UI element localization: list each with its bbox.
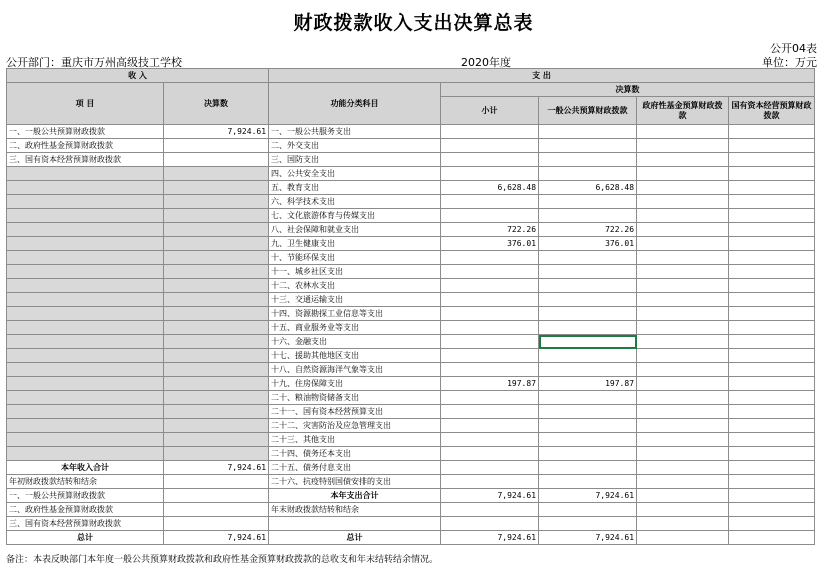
table-row [7,251,815,265]
income-value-cell[interactable] [164,279,269,293]
function-item-cell[interactable]: 十五、商业服务业等支出 [269,321,441,335]
income-item-cell[interactable] [7,167,164,181]
gov-fund-cell[interactable] [637,335,729,349]
general-budget-cell[interactable] [539,321,637,335]
income-value-cell[interactable] [164,489,269,503]
function-item-cell[interactable] [269,517,441,531]
table-row [7,349,815,363]
income-value-cell[interactable] [164,363,269,377]
income-item-cell[interactable]: 三、国有资本经营预算财政拨款 [7,517,164,531]
state-capital-cell[interactable] [729,419,815,433]
subtotal-cell[interactable] [441,517,539,531]
general-budget-cell[interactable] [539,405,637,419]
subtotal-cell[interactable] [441,475,539,489]
income-value-cell[interactable] [164,265,269,279]
function-item-cell[interactable]: 十二、农林水支出 [269,279,441,293]
state-capital-cell[interactable] [729,265,815,279]
income-value-cell[interactable] [164,321,269,335]
income-item-cell[interactable]: 二、政府性基金预算财政拨款 [7,503,164,517]
gov-fund-cell[interactable] [637,139,729,153]
table-row [7,265,815,279]
income-value-cell[interactable] [164,293,269,307]
gov-fund-cell[interactable] [637,223,729,237]
general-budget-cell[interactable] [539,363,637,377]
subtotal-cell[interactable] [441,279,539,293]
subtotal-cell[interactable] [441,335,539,349]
general-budget-cell[interactable]: 376.01 [539,237,637,251]
state-capital-cell[interactable] [729,349,815,363]
income-item-cell[interactable]: 二、政府性基金预算财政拨款 [7,139,164,153]
income-item-cell[interactable] [7,237,164,251]
income-value-cell[interactable] [164,153,269,167]
state-capital-cell[interactable] [729,391,815,405]
state-capital-cell[interactable] [729,475,815,489]
footnote: 备注：本表反映部门本年度一般公共预算财政拨款和政府性基金预算财政拨款的总收支和年末结转结余情况。 [6,555,439,565]
general-budget-cell[interactable]: 7,924.61 [539,531,637,545]
income-value-cell[interactable] [164,433,269,447]
table-row [7,293,815,307]
general-budget-cell[interactable] [539,447,637,461]
gov-fund-cell[interactable] [637,321,729,335]
state-capital-cell[interactable] [729,181,815,195]
subtotal-cell[interactable] [441,195,539,209]
state-capital-cell[interactable] [729,517,815,531]
table-row [7,475,815,489]
income-item-cell[interactable] [7,419,164,433]
income-item-cell[interactable] [7,209,164,223]
subtotal-cell[interactable]: 7,924.61 [441,531,539,545]
subtotal-cell[interactable]: 7,924.61 [441,489,539,503]
gov-fund-cell[interactable] [637,531,729,545]
income-item-cell[interactable] [7,181,164,195]
table-row [7,517,815,531]
subtotal-cell[interactable] [441,153,539,167]
income-value-cell[interactable] [164,419,269,433]
income-value-cell[interactable] [164,223,269,237]
state-capital-cell[interactable] [729,125,815,139]
header-state-capital: 国有资本经营预算财政拨款 [729,97,815,125]
table-row [7,531,815,545]
table-row [7,433,815,447]
function-item-cell[interactable]: 二十二、灾害防治及应急管理支出 [269,419,441,433]
state-capital-cell[interactable] [729,433,815,447]
general-budget-cell[interactable] [539,391,637,405]
subtotal-cell[interactable] [441,363,539,377]
general-budget-cell[interactable] [539,433,637,447]
function-item-cell[interactable]: 年末财政拨款结转和结余 [269,503,441,517]
income-item-cell[interactable]: 一、一般公共预算财政拨款 [7,125,164,139]
income-item-cell[interactable] [7,363,164,377]
general-budget-cell[interactable] [539,195,637,209]
header-income: 收 入 [7,69,269,83]
income-item-cell[interactable] [7,307,164,321]
header-final: 决算数 [164,83,269,125]
income-item-cell[interactable]: 三、国有资本经营预算财政拨款 [7,153,164,167]
state-capital-cell[interactable] [729,167,815,181]
subtotal-cell[interactable] [441,265,539,279]
income-value-cell[interactable] [164,349,269,363]
gov-fund-cell[interactable] [637,125,729,139]
state-capital-cell[interactable] [729,363,815,377]
table-row [7,153,815,167]
table-row [7,377,815,391]
state-capital-cell[interactable] [729,153,815,167]
table-row [7,321,815,335]
state-capital-cell[interactable] [729,223,815,237]
table-row [7,447,815,461]
function-item-cell[interactable]: 一、一般公共服务支出 [269,125,441,139]
function-item-cell[interactable]: 五、教育支出 [269,181,441,195]
table-row [7,489,815,503]
table-row [7,181,815,195]
income-value-cell[interactable] [164,237,269,251]
table-row [7,139,815,153]
income-item-cell[interactable] [7,251,164,265]
income-value-cell[interactable]: 7,924.61 [164,461,269,475]
header-final2: 决算数 [441,83,815,97]
gov-fund-cell[interactable] [637,265,729,279]
income-item-cell[interactable]: 总计 [7,531,164,545]
general-budget-cell[interactable]: 7,924.61 [539,489,637,503]
unit-label: 单位：万元 [762,56,817,69]
general-budget-cell[interactable] [539,167,637,181]
function-item-cell[interactable]: 十三、交通运输支出 [269,293,441,307]
general-budget-cell[interactable] [539,209,637,223]
table-row [7,223,815,237]
subtotal-cell[interactable]: 376.01 [441,237,539,251]
function-item-cell[interactable]: 二十一、国有资本经营预算支出 [269,405,441,419]
general-budget-cell[interactable]: 6,628.48 [539,181,637,195]
finance-table [6,68,815,545]
income-item-cell[interactable] [7,293,164,307]
income-item-cell[interactable] [7,195,164,209]
state-capital-cell[interactable] [729,335,815,349]
subtotal-cell[interactable]: 197.87 [441,377,539,391]
gov-fund-cell[interactable] [637,433,729,447]
subtotal-cell[interactable] [441,391,539,405]
function-item-cell[interactable]: 本年支出合计 [269,489,441,503]
function-item-cell[interactable]: 二十五、债务付息支出 [269,461,441,475]
income-item-cell[interactable]: 年初财政拨款结转和结余 [7,475,164,489]
state-capital-cell[interactable] [729,251,815,265]
table-row [7,419,815,433]
function-item-cell[interactable]: 二、外交支出 [269,139,441,153]
state-capital-cell[interactable] [729,209,815,223]
general-budget-cell[interactable] [539,349,637,363]
gov-fund-cell[interactable] [637,503,729,517]
state-capital-cell[interactable] [729,377,815,391]
subtotal-cell[interactable] [441,433,539,447]
income-value-cell[interactable] [164,405,269,419]
gov-fund-cell[interactable] [637,195,729,209]
subtotal-cell[interactable] [441,405,539,419]
income-value-cell[interactable]: 7,924.61 [164,531,269,545]
table-row [7,405,815,419]
income-value-cell[interactable] [164,475,269,489]
function-item-cell[interactable]: 八、社会保障和就业支出 [269,223,441,237]
gov-fund-cell[interactable] [637,475,729,489]
function-item-cell[interactable]: 十七、援助其他地区支出 [269,349,441,363]
subtotal-cell[interactable] [441,293,539,307]
income-item-cell[interactable] [7,321,164,335]
gov-fund-cell[interactable] [637,293,729,307]
table-row [7,209,815,223]
table-row [7,125,815,139]
income-value-cell[interactable] [164,335,269,349]
income-item-cell[interactable] [7,433,164,447]
table-row [7,335,815,349]
subtotal-cell[interactable] [441,461,539,475]
table-row [7,391,815,405]
table-row [7,307,815,321]
general-budget-cell[interactable] [539,461,637,475]
subtotal-cell[interactable] [441,447,539,461]
meta-row [6,54,817,68]
income-item-cell[interactable] [7,391,164,405]
income-item-cell[interactable] [7,279,164,293]
state-capital-cell[interactable] [729,321,815,335]
income-item-cell[interactable] [7,447,164,461]
header-expense: 支 出 [269,69,815,83]
table-row [7,503,815,517]
general-budget-cell[interactable] [539,517,637,531]
state-capital-cell[interactable] [729,531,815,545]
income-value-cell[interactable] [164,391,269,405]
income-value-cell[interactable] [164,209,269,223]
table-row [7,363,815,377]
subtotal-cell[interactable] [441,167,539,181]
subtotal-cell[interactable]: 722.26 [441,223,539,237]
function-item-cell[interactable]: 十、节能环保支出 [269,251,441,265]
gov-fund-cell[interactable] [637,307,729,321]
gov-fund-cell[interactable] [637,419,729,433]
subtotal-cell[interactable] [441,209,539,223]
income-value-cell[interactable] [164,377,269,391]
income-item-cell[interactable]: 一、一般公共预算财政拨款 [7,489,164,503]
general-budget-cell[interactable] [539,153,637,167]
state-capital-cell[interactable] [729,307,815,321]
table-row [7,237,815,251]
general-budget-cell[interactable] [539,419,637,433]
income-value-cell[interactable] [164,503,269,517]
table-row [7,195,815,209]
function-item-cell[interactable]: 二十四、债务还本支出 [269,447,441,461]
gov-fund-cell[interactable] [637,405,729,419]
subtotal-cell[interactable] [441,349,539,363]
header-item: 项 目 [7,83,164,125]
function-item-cell[interactable]: 六、科学技术支出 [269,195,441,209]
general-budget-cell[interactable] [539,475,637,489]
function-item-cell[interactable]: 十四、资源勘探工业信息等支出 [269,307,441,321]
function-item-cell[interactable]: 十六、金融支出 [269,335,441,349]
function-item-cell[interactable]: 二十、粮油物资储备支出 [269,391,441,405]
function-item-cell[interactable]: 十一、城乡社区支出 [269,265,441,279]
income-value-cell[interactable] [164,307,269,321]
state-capital-cell[interactable] [729,195,815,209]
income-value-cell[interactable] [164,139,269,153]
subtotal-cell[interactable] [441,139,539,153]
table-row [7,461,815,475]
table-code: 公开04表 [770,42,817,55]
gov-fund-cell[interactable] [637,363,729,377]
state-capital-cell[interactable] [729,237,815,251]
gov-fund-cell[interactable] [637,461,729,475]
gov-fund-cell[interactable] [637,489,729,503]
gov-fund-cell[interactable] [637,279,729,293]
function-item-cell[interactable]: 七、文化旅游体育与传媒支出 [269,209,441,223]
gov-fund-cell[interactable] [637,153,729,167]
function-item-cell[interactable]: 九、卫生健康支出 [269,237,441,251]
function-item-cell[interactable]: 十九、住房保障支出 [269,377,441,391]
income-item-cell[interactable] [7,223,164,237]
table-row [7,167,815,181]
state-capital-cell[interactable] [729,279,815,293]
state-capital-cell[interactable] [729,489,815,503]
subtotal-cell[interactable]: 6,628.48 [441,181,539,195]
income-value-cell[interactable] [164,251,269,265]
subtotal-cell[interactable] [441,307,539,321]
table-title: 财政拨款收入支出决算总表 [293,12,534,34]
function-item-cell[interactable]: 十八、自然资源海洋气象等支出 [269,363,441,377]
income-value-cell[interactable] [164,181,269,195]
general-budget-cell[interactable] [539,279,637,293]
income-item-cell[interactable] [7,335,164,349]
function-item-cell[interactable]: 三、国防支出 [269,153,441,167]
income-value-cell[interactable]: 7,924.61 [164,125,269,139]
function-item-cell[interactable]: 总计 [269,531,441,545]
subtotal-cell[interactable] [441,321,539,335]
subtotal-cell[interactable] [441,419,539,433]
subtotal-cell[interactable] [441,125,539,139]
income-value-cell[interactable] [164,195,269,209]
function-item-cell[interactable]: 二十六、抗疫特别国债安排的支出 [269,475,441,489]
gov-fund-cell[interactable] [637,377,729,391]
state-capital-cell[interactable] [729,293,815,307]
general-budget-cell[interactable] [539,125,637,139]
gov-fund-cell[interactable] [637,251,729,265]
general-budget-cell[interactable] [539,293,637,307]
gov-fund-cell[interactable] [637,181,729,195]
general-budget-cell[interactable] [539,139,637,153]
state-capital-cell[interactable] [729,447,815,461]
income-item-cell[interactable] [7,265,164,279]
gov-fund-cell[interactable] [637,237,729,251]
subtotal-cell[interactable] [441,503,539,517]
gov-fund-cell[interactable] [637,167,729,181]
function-item-cell[interactable]: 二十三、其他支出 [269,433,441,447]
general-budget-cell[interactable] [539,251,637,265]
income-value-cell[interactable] [164,447,269,461]
general-budget-cell[interactable] [539,335,637,349]
general-budget-cell[interactable] [539,265,637,279]
income-value-cell[interactable] [164,167,269,181]
header-general-budget: 一般公共预算财政拨款 [539,97,637,125]
income-item-cell[interactable] [7,377,164,391]
year-label: 2020年度 [461,56,511,69]
income-item-cell[interactable] [7,405,164,419]
gov-fund-cell[interactable] [637,349,729,363]
state-capital-cell[interactable] [729,503,815,517]
header-gov-fund: 政府性基金预算财政拨款 [637,97,729,125]
header-subtotal: 小计 [441,97,539,125]
general-budget-cell[interactable] [539,503,637,517]
general-budget-cell[interactable]: 197.87 [539,377,637,391]
gov-fund-cell[interactable] [637,447,729,461]
header-func: 功能分类科目 [269,83,441,125]
subtotal-cell[interactable] [441,251,539,265]
gov-fund-cell[interactable] [637,391,729,405]
department-label: 公开部门：重庆市万州高级技工学校 [6,56,182,69]
income-item-cell[interactable]: 本年收入合计 [7,461,164,475]
function-item-cell[interactable]: 四、公共安全支出 [269,167,441,181]
income-item-cell[interactable] [7,349,164,363]
general-budget-cell[interactable]: 722.26 [539,223,637,237]
gov-fund-cell[interactable] [637,517,729,531]
state-capital-cell[interactable] [729,405,815,419]
income-value-cell[interactable] [164,517,269,531]
state-capital-cell[interactable] [729,461,815,475]
state-capital-cell[interactable] [729,139,815,153]
table-row [7,279,815,293]
gov-fund-cell[interactable] [637,209,729,223]
general-budget-cell[interactable] [539,307,637,321]
